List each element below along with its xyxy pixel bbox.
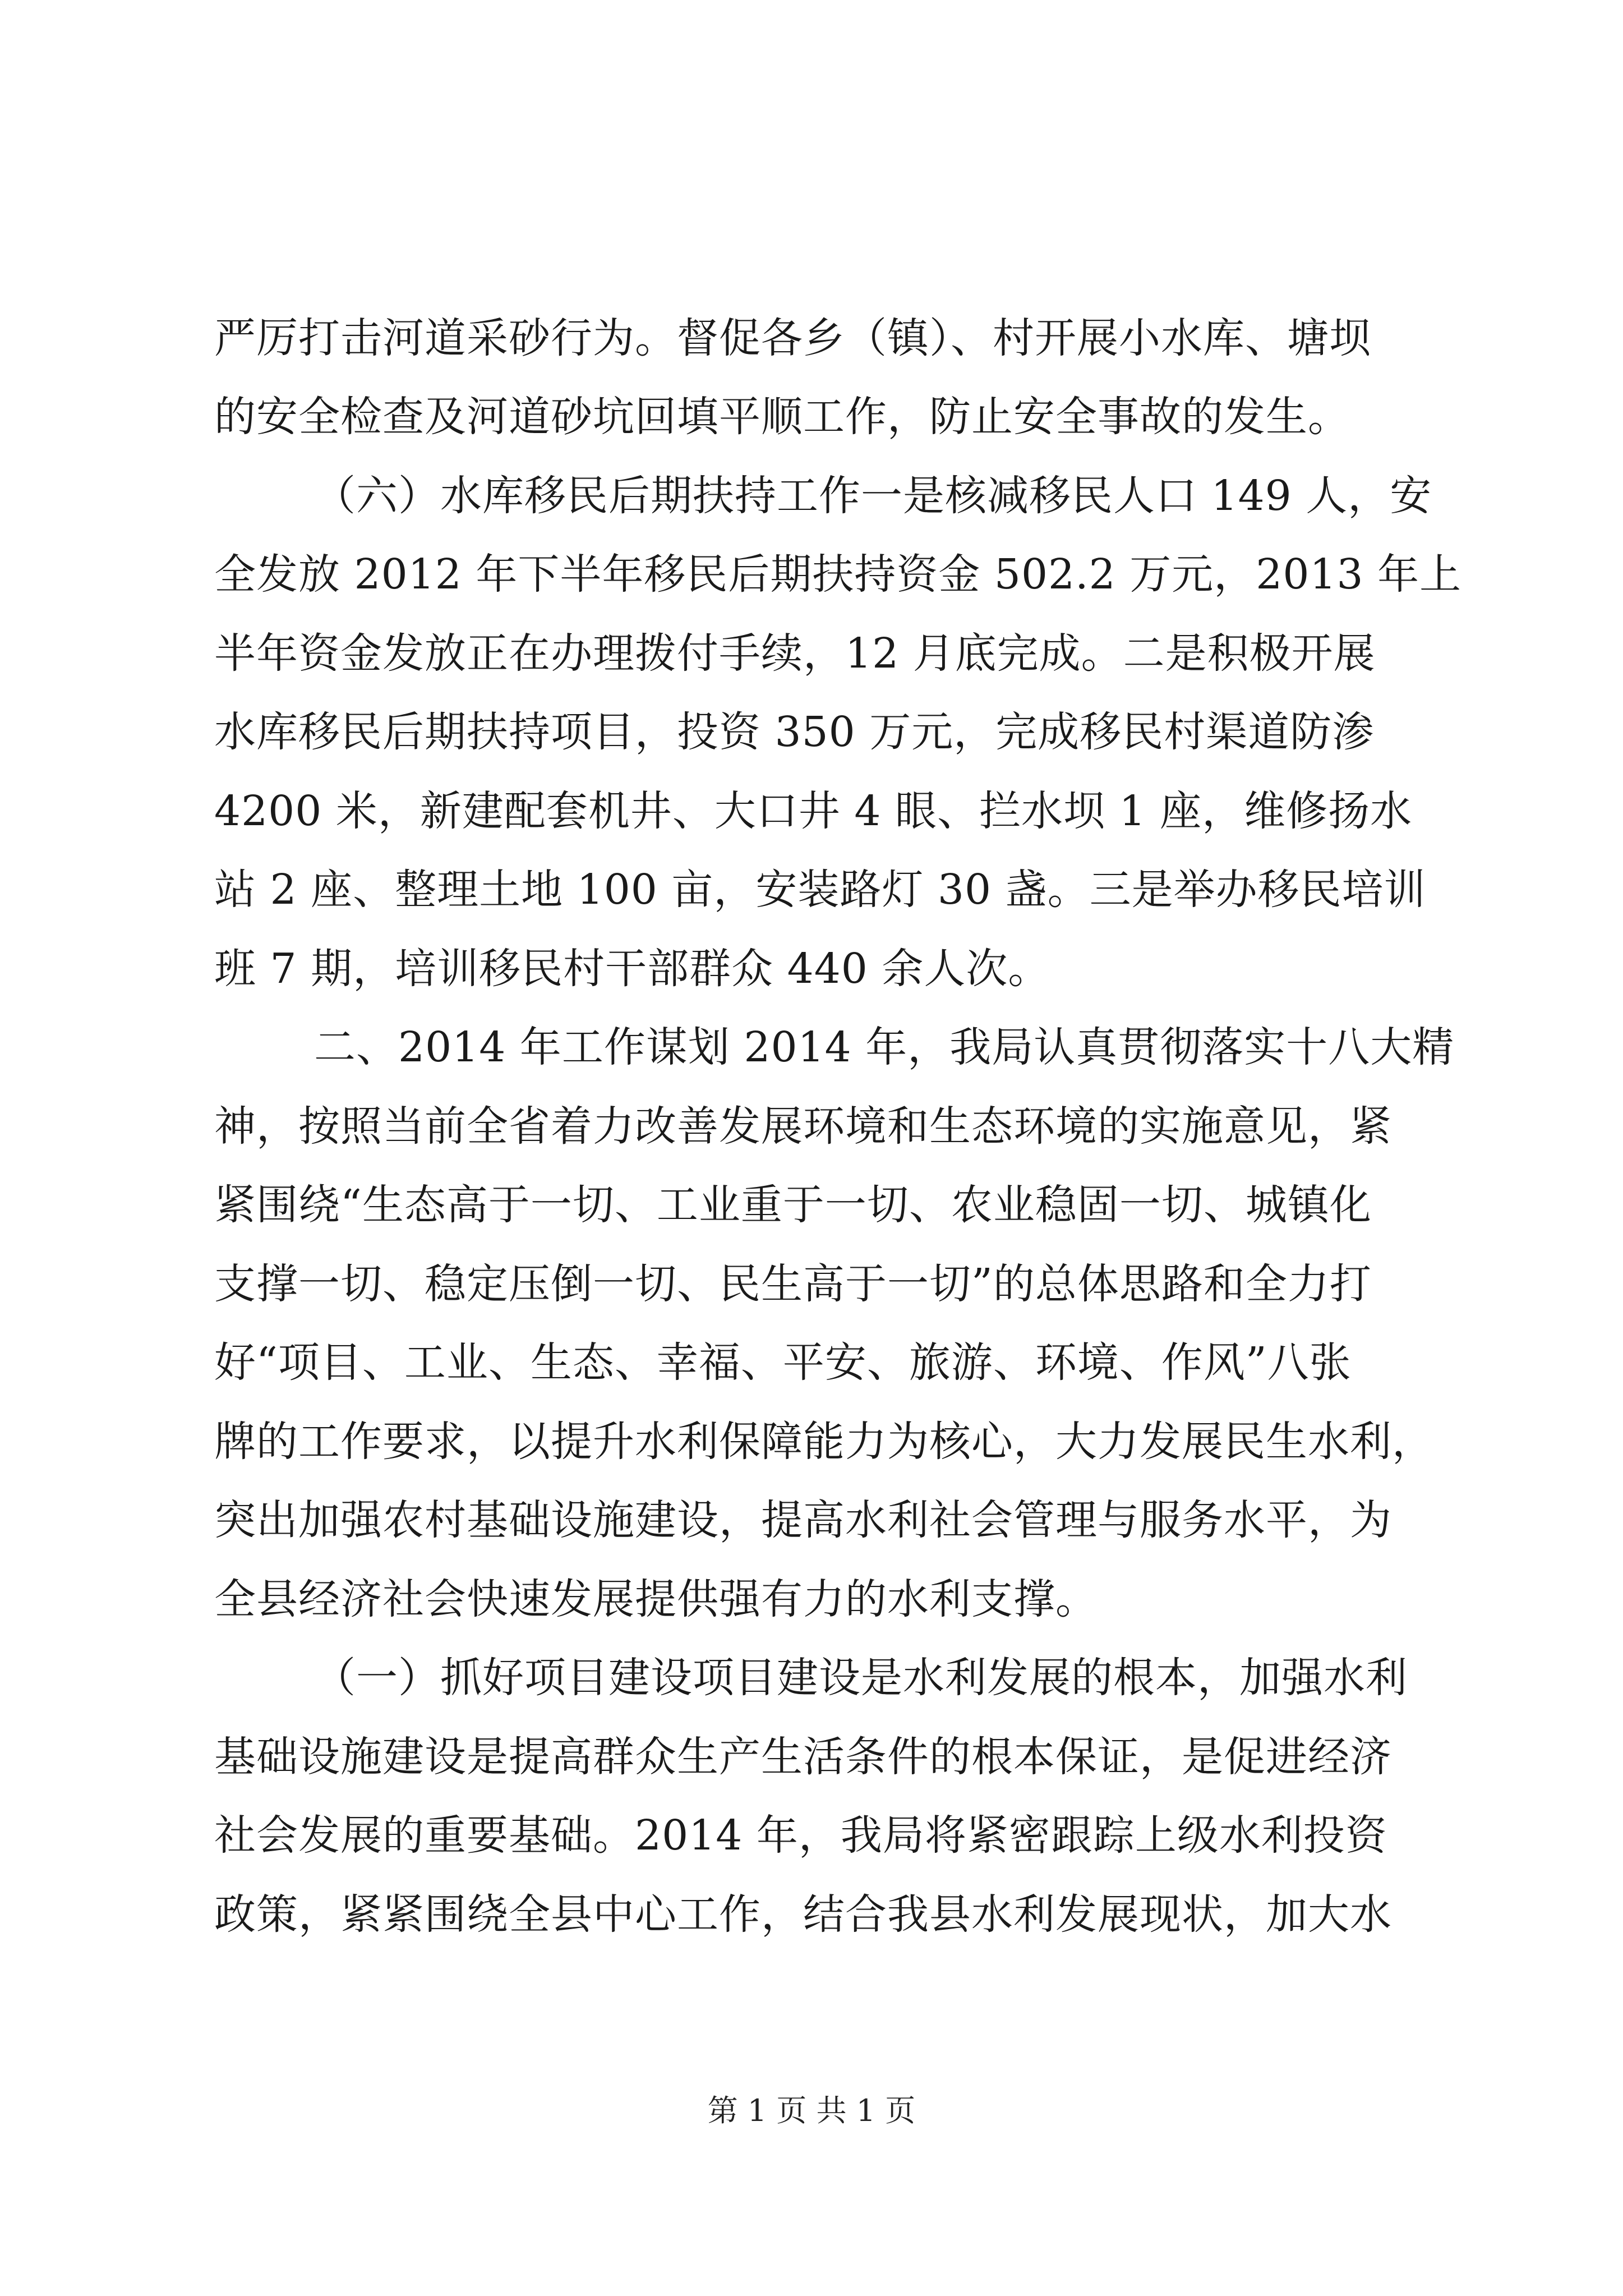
text-line-9: 班 7 期，培训移民村干部群众 440 余人次。 [214,945,1050,993]
text-line-17: 全县经济社会快速发展提供强有力的水利支撑。 [214,1575,1098,1623]
text-line-5: 半年资金发放正在办理拨付手续，12 月底完成。二是积极开展 [214,629,1376,678]
paragraph-6-start: （六）水库移民后期扶持工作一是核减移民人口 149 人，安 [314,472,1432,520]
section-2-start: 二、2014 年工作谋划 2014 年，我局认真贯彻落实十八大精 [314,1023,1455,1071]
text-line-4: 全发放 2012 年下半年移民后期扶持资金 502.2 万元，2013 年上 [214,550,1462,599]
text-line-6: 水库移民后期扶持项目，投资 350 万元，完成移民村渠道防渗 [214,708,1375,756]
text-line-7: 4200 米，新建配套机井、大口井 4 眼、拦水坝 1 座，维修扬水 [214,787,1413,835]
subsection-1-start: （一）抓好项目建设项目建设是水利发展的根本，加强水利 [314,1654,1408,1702]
text-line-11: 神，按照当前全省着力改善发展环境和生态环境的实施意见，紧 [214,1102,1392,1151]
text-line-21: 政策，紧紧围绕全县中心工作，结合我县水利发展现状，加大水 [214,1890,1392,1939]
text-line-13: 支撑一切、稳定压倒一切、民生高于一切”的总体思路和全力打 [214,1260,1372,1308]
text-line-12: 紧围绕“生态高于一切、工业重于一切、农业稳固一切、城镇化 [214,1181,1372,1229]
text-line-2: 的安全检查及河道砂坑回填平顺工作，防止安全事故的发生。 [214,393,1350,441]
text-line-15: 牌的工作要求，以提升水利保障能力为核心，大力发展民生水利， [214,1418,1434,1466]
text-line-19: 基础设施建设是提高群众生产生活条件的根本保证，是促进经济 [214,1733,1392,1781]
text-line-1: 严厉打击河道采砂行为。督促各乡（镇）、村开展小水库、塘坝 [214,314,1371,362]
text-line-16: 突出加强农村基础设施建设，提高水利社会管理与服务水平，为 [214,1496,1392,1544]
page-footer: 第 1 页 共 1 页 [707,2093,916,2128]
text-line-8: 站 2 座、整理土地 100 亩，安装路灯 30 盏。三是举办移民培训 [214,866,1426,914]
text-line-20: 社会发展的重要基础。2014 年，我局将紧密跟踪上级水利投资 [214,1811,1387,1860]
text-line-14: 好“项目、工业、生态、幸福、平安、旅游、环境、作风”八张 [214,1338,1352,1387]
